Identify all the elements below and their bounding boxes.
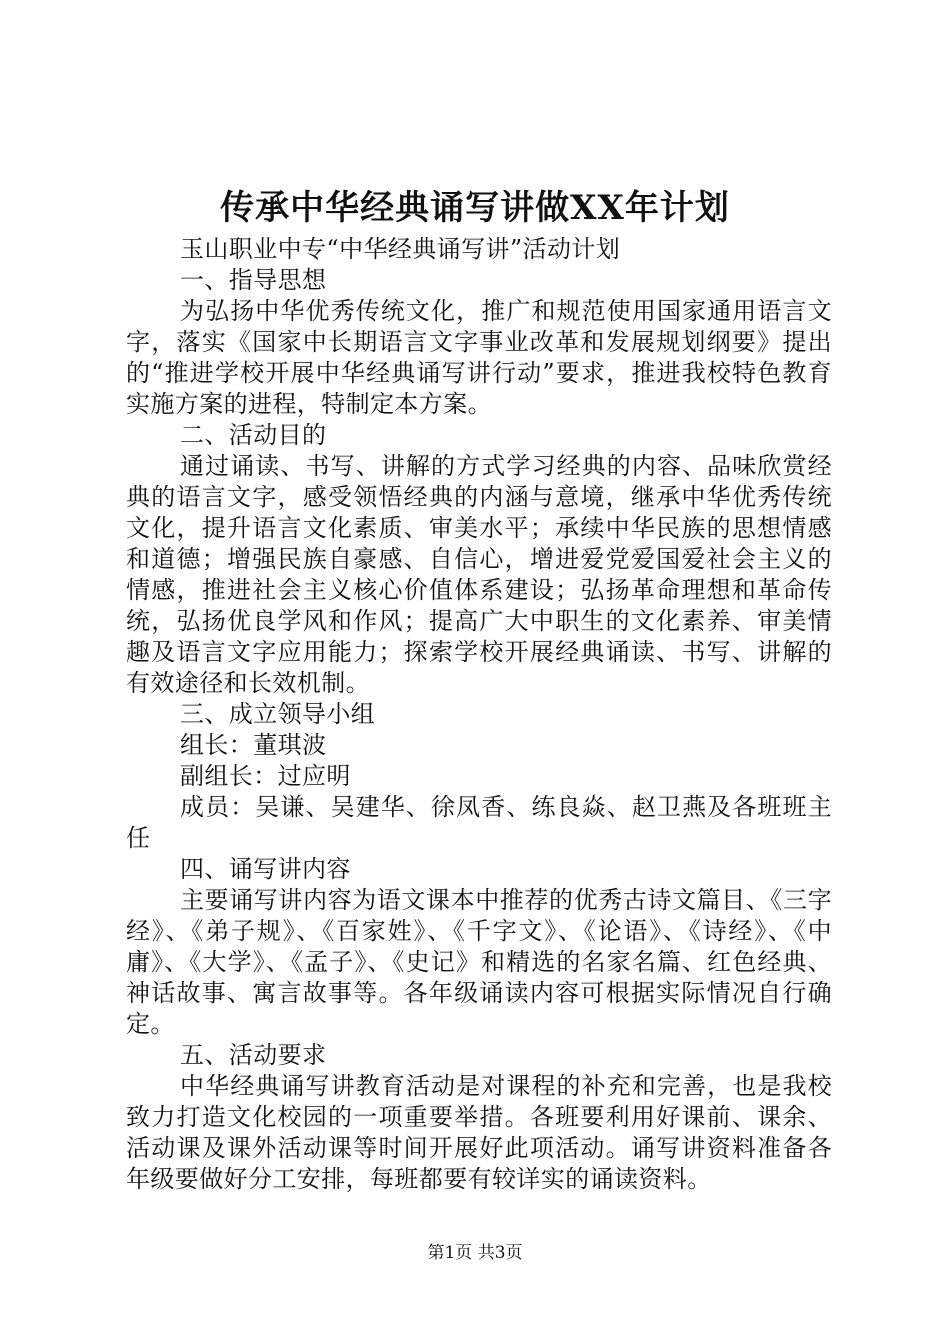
section-heading-guiding-ideology: 一、指导思想: [180, 266, 327, 294]
plan-heading: 玉山职业中专“中华经典诵写讲”活动计划: [180, 235, 621, 263]
section-heading-activity-purpose: 二、活动目的: [180, 421, 327, 449]
paragraph-activity-purpose: 通过诵读、书写、讲解的方式学习经典的内容、品味欣赏经典的语言文字，感受领悟经典的内涵与意境，继承中华优秀传统文化，提升语言文化素质、审美水平；承续中华民族的思想情感和道德；增强民族自豪感、自信心，增进爱党爱国爱社会主义的情感，推进社会主义核心价值体系建设；弘扬革命理想和革命传统，弘扬优良学风和作风；提高广大中职生的文化素养、审美情趣及语言文字应用能力；探索学校开展经典诵读、书写、讲解的有效途径和长效机制。: [126, 452, 832, 697]
section-heading-requirements: 五、活动要求: [180, 1041, 327, 1069]
paragraph-content: 主要诵写讲内容为语文课本中推荐的优秀古诗文篇目、《三字经》、《弟子规》、《百家姓》、《千字文》、《论语》、《诗经》、《中庸》、《大学》、《孟子》、《史记》和精选的名家名篇、红色经典、神话故事、寓言故事等。各年级诵读内容可根据实际情况自行确定。: [126, 886, 832, 1038]
paragraph-guiding-ideology: 为弘扬中华优秀传统文化，推广和规范使用国家通用语言文字，落实《国家中长期语言文字事业改革和发展规划纲要》提出的“推进学校开展中华经典诵写讲行动”要求，推进我校特色教育实施方案的进程，特制定本方案。: [126, 297, 832, 418]
members-line: 成员：吴谦、吴建华、徐凤香、练良焱、赵卫燕及各班班主任: [126, 793, 832, 852]
document-body: [126, 234, 832, 1195]
deputy-leader-line: 副组长：过应明: [180, 762, 351, 790]
section-heading-leadership-group: 三、成立领导小组: [180, 700, 376, 728]
section-heading-content: 四、诵写讲内容: [180, 855, 351, 883]
document-title: 传承中华经典诵写讲做XX年计划: [220, 188, 730, 228]
page-footer: 第1页 共3页: [427, 1243, 523, 1263]
leader-line: 组长：董琪波: [180, 731, 327, 759]
paragraph-requirements: 中华经典诵写讲教育活动是对课程的补充和完善，也是我校致力打造文化校园的一项重要举措。各班要利用好课前、课余、活动课及课外活动课等时间开展好此项活动。诵写讲资料准备各年级要做好分工安排，每班都要有较详实的诵读资料。: [126, 1072, 832, 1193]
